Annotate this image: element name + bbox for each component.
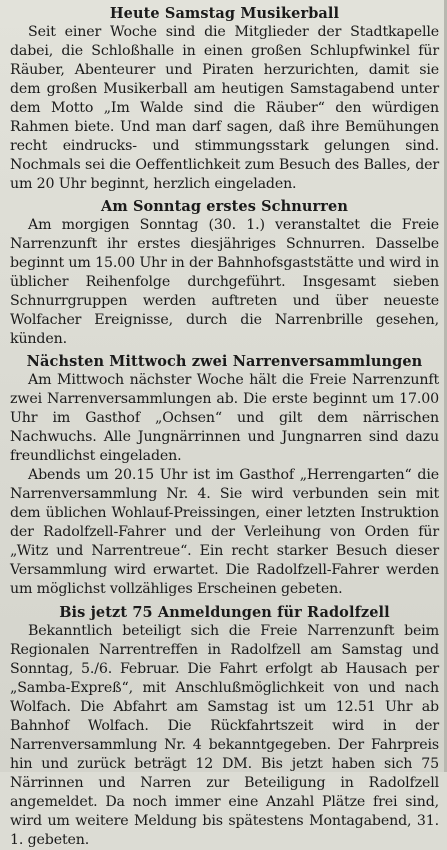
article-paragraph: Am morgigen Sonntag (30. 1.) veranstaltet die Freie Narrenzunft ihr erstes diesjähriges Schnurren. Dasselbe beginnt um 15.00 Uhr in der Bahnhofsgaststätte und wird in üblicher Reihenfolge durchgeführt. Insgesamt sieben Schnurrgruppen werden auftreten und über neueste Wolfacher Ereignisse, durch die Narrenbrille gesehen, künden. <box>10 217 439 347</box>
headline: Bis jetzt 75 Anmeldungen für Radolfzell <box>59 604 390 621</box>
article-narrenversammlungen <box>10 352 439 599</box>
article-schnurren <box>10 197 439 349</box>
headline: Heute Samstag Musikerball <box>109 5 340 22</box>
article-paragraph: Am Mittwoch nächster Woche hält die Freie Narrenzunft zwei Narrenversammlungen ab. Die erste beginnt um 17.00 Uhr im Gasthof „Ochsen“ und gilt dem närrischen Nachwuchs. Alle Jungnärrinnen und Jungnarren sind dazu freundlichst eingeladen. <box>10 372 439 464</box>
article-paragraph: Seit einer Woche sind die Mitglieder der Stadtkapelle dabei, die Schloßhalle in einen großen Schlupfwinkel für Räuber, Abenteurer und Piraten herzurichten, damit sie dem großen Musikerball am heutigen Samstagabend unter dem Motto „Im Walde sind die Räuber“ den würdigen Rahmen biete. Und man darf sagen, daß ihre Bemühungen recht eindrucks- und stimmungsstark gelungen sind. Nochmals sei die Oeffentlichkeit zum Besuch des Balles, der um 20 Uhr beginnt, herzlich eingeladen. <box>10 24 439 192</box>
article-paragraph: Abends um 20.15 Uhr ist im Gasthof „Herrengarten“ die Narrenversammlung Nr. 4. Sie wird verbunden sein mit dem üblichen Wohlauf-Preissingen, einer letzten Instruktion der Radolfzell-Fahrer und der Verleihung von Orden für „Witz und Narrentreue“. Ein recht starker Besuch dieser Versammlung wird erwartet. Die Radolfzell-Fahrer werden um möglichst vollzähliges Erscheinen gebeten. <box>10 467 439 597</box>
headline: Nächsten Mittwoch zwei Narrenversammlungen <box>26 353 423 370</box>
article-musikerball <box>10 4 439 194</box>
article-paragraph: Bekanntlich beteiligt sich die Freie Narrenzunft beim Regionalen Narrentreffen in Radolfzell am Samstag und Sonntag, 5./6. Februar. Die Fahrt erfolgt ab Hausach per „Samba-Expreß“, mit Anschlußmöglichkeit von und nach Wolfach. Die Abfahrt am Samstag ist um 12.51 Uhr ab Bahnhof Wolfach. Die Rückfahrtszeit wird in der Narrenversammlung Nr. 4 bekanntgegeben. Der Fahrpreis hin und zurück beträgt 12 DM. Bis jetzt haben sich 75 Närrinnen und Narren zur Beteiligung in Radolfzell angemeldet. Da noch immer eine Anzahl Plätze frei sind, wird um weitere Meldung bis spätestens Montagabend, 31. 1. gebeten. <box>10 623 439 848</box>
article-radolfzell <box>10 603 439 850</box>
headline: Am Sonntag erstes Schnurren <box>101 198 348 215</box>
